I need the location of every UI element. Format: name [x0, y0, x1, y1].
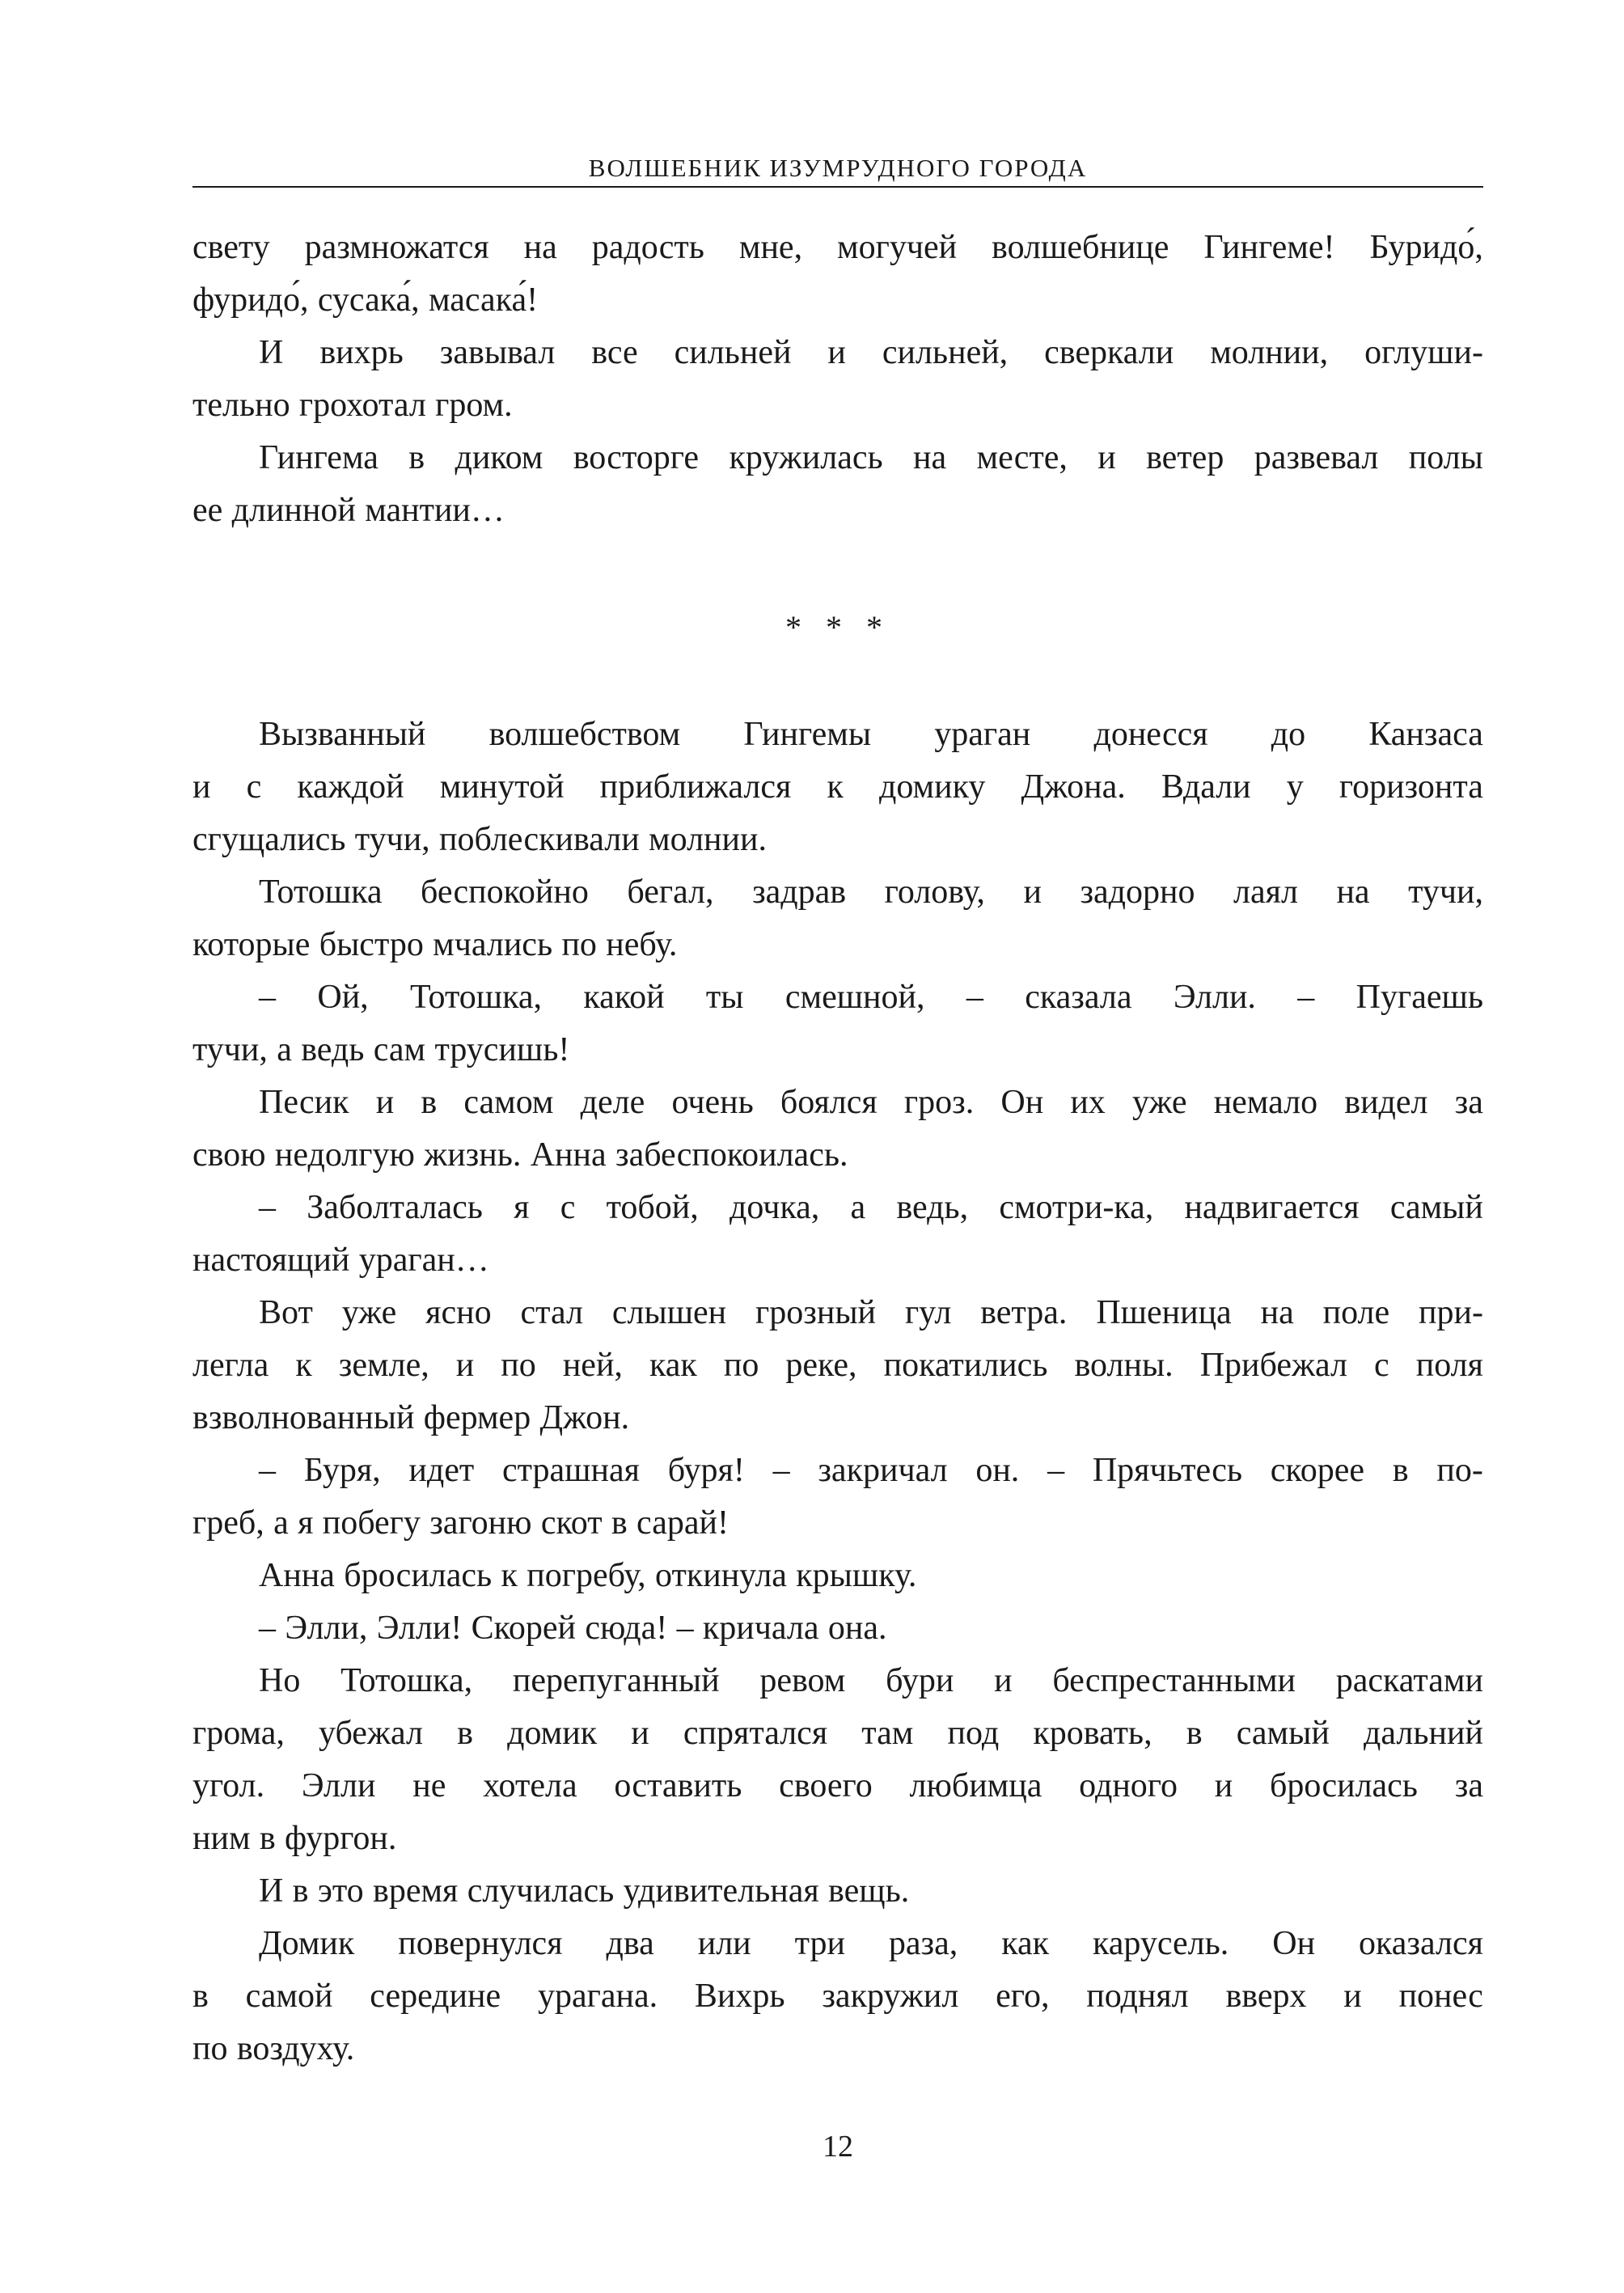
- word: бегал,: [627, 874, 714, 911]
- word: голову,: [884, 874, 985, 911]
- word: Прибежал: [1199, 1347, 1347, 1384]
- word: видел: [1344, 1084, 1428, 1121]
- word: там: [861, 1715, 914, 1752]
- text-line: [192, 1918, 1483, 1970]
- word: длинной: [231, 492, 356, 529]
- word: тучи,: [1408, 874, 1483, 911]
- word: сюда!: [585, 1610, 668, 1647]
- word: Заболталась: [307, 1189, 483, 1226]
- word: поле: [1322, 1294, 1390, 1331]
- word: закружил: [822, 1978, 959, 2015]
- word: греб,: [192, 1504, 264, 1542]
- word: и: [192, 768, 211, 806]
- word: Но: [259, 1662, 301, 1699]
- word: волшебством: [488, 716, 681, 753]
- word: Пугаешь: [1355, 979, 1483, 1016]
- word: деле: [580, 1084, 645, 1121]
- word: самый: [1236, 1715, 1330, 1752]
- word: Анна: [530, 1136, 607, 1174]
- word: беспокойно: [421, 874, 589, 911]
- word: уже: [341, 1294, 397, 1331]
- word: быстро: [319, 926, 424, 963]
- word: тобой,: [606, 1189, 699, 1226]
- word: своего: [779, 1767, 873, 1804]
- word: побегу: [322, 1504, 421, 1542]
- word: стал: [520, 1294, 583, 1331]
- word: диком: [455, 439, 543, 476]
- word: любимца: [909, 1767, 1042, 1804]
- word: горизонта: [1339, 768, 1483, 806]
- text-line: [192, 1655, 1483, 1707]
- word: погребу,: [527, 1557, 646, 1594]
- word: бросилась: [344, 1557, 493, 1594]
- word: и: [1097, 439, 1116, 476]
- word: волны.: [1074, 1347, 1174, 1384]
- word: –: [259, 1189, 276, 1226]
- section-separator: * * *: [785, 609, 890, 645]
- text-line: [192, 274, 1483, 327]
- word: его,: [996, 1978, 1050, 2015]
- word: Тотошка: [259, 874, 383, 911]
- word: поблескивали: [439, 821, 640, 858]
- word: домику: [878, 768, 986, 806]
- word: гром.: [435, 387, 513, 424]
- page-number: 12: [823, 2130, 853, 2164]
- word: завывал: [439, 334, 556, 371]
- word: это: [317, 1872, 364, 1910]
- word: за: [1454, 1084, 1483, 1121]
- word: с: [246, 768, 262, 806]
- word: у: [1286, 768, 1304, 806]
- header-rule: [192, 186, 1483, 188]
- text-line: [192, 1077, 1483, 1129]
- text-line: [192, 1760, 1483, 1813]
- word: молнии,: [1210, 334, 1329, 371]
- word: трусишь!: [434, 1031, 570, 1068]
- word: –: [259, 1610, 276, 1647]
- text-line: [192, 222, 1483, 274]
- word: ветра.: [980, 1294, 1068, 1331]
- word: Прячьтесь: [1092, 1452, 1243, 1489]
- text-line: [192, 379, 1483, 432]
- word: развевал: [1254, 439, 1379, 476]
- word: поднял: [1086, 1978, 1189, 2015]
- word: кровать,: [1033, 1715, 1152, 1752]
- word: Джона.: [1021, 768, 1126, 806]
- word: фургон.: [285, 1820, 397, 1857]
- word: бури: [886, 1662, 954, 1699]
- word: слышен: [611, 1294, 727, 1331]
- word: гроз.: [903, 1084, 975, 1121]
- word: случилась: [467, 1872, 615, 1910]
- text-line: [192, 1970, 1483, 2023]
- word: свету: [192, 229, 270, 266]
- text-line: [192, 761, 1483, 814]
- word: страшная: [502, 1452, 640, 1489]
- text-line: [192, 866, 1483, 919]
- word: Буря,: [303, 1452, 381, 1489]
- text-line: [192, 709, 1483, 761]
- word: при-: [1419, 1294, 1483, 1331]
- word: грохотал: [298, 387, 426, 424]
- word: два: [606, 1925, 654, 1962]
- word: –: [966, 979, 983, 1016]
- word: в: [292, 1872, 309, 1910]
- word: и: [994, 1662, 1013, 1699]
- text-line: [192, 1602, 1483, 1655]
- word: свою: [192, 1136, 266, 1174]
- word: не: [412, 1767, 446, 1804]
- word: убежал: [319, 1715, 423, 1752]
- word: ураган: [934, 716, 1031, 753]
- word: Он: [1000, 1084, 1044, 1121]
- word: земле,: [338, 1347, 429, 1384]
- word: мчались: [433, 926, 553, 963]
- word: донесся: [1093, 716, 1208, 753]
- word: боялся: [780, 1084, 878, 1121]
- word: вверх: [1225, 1978, 1307, 2015]
- word: по: [561, 926, 597, 963]
- word: все: [591, 334, 638, 371]
- word: немало: [1213, 1084, 1318, 1121]
- word: и: [375, 1084, 395, 1121]
- word: и: [827, 334, 846, 371]
- word: могучей: [837, 229, 958, 266]
- word: с: [1374, 1347, 1389, 1384]
- text-line: [192, 1865, 1483, 1918]
- word: которые: [192, 926, 311, 963]
- word: или: [697, 1925, 751, 1962]
- word: смотри-ка,: [999, 1189, 1154, 1226]
- word: понес: [1398, 1978, 1483, 2015]
- word: Скорей: [471, 1610, 577, 1647]
- word: как: [1001, 1925, 1050, 1962]
- word: полы: [1408, 439, 1483, 476]
- word: радость: [591, 229, 704, 266]
- word: раза,: [888, 1925, 958, 1962]
- word: фермер: [423, 1399, 531, 1436]
- word: и: [1343, 1978, 1362, 2015]
- word: волшебнице: [992, 229, 1169, 266]
- word: оставить: [614, 1767, 742, 1804]
- text-line: [192, 1182, 1483, 1234]
- word: поля: [1415, 1347, 1483, 1384]
- word: самом: [463, 1084, 554, 1121]
- word: по: [192, 2030, 228, 2067]
- word: в: [611, 1504, 628, 1542]
- word: оглуши-: [1364, 334, 1483, 371]
- word: сусака́,: [317, 281, 420, 319]
- word: масака́!: [428, 281, 539, 319]
- text-line: [192, 1813, 1483, 1865]
- word: Анна: [259, 1557, 335, 1594]
- text-line: [192, 1024, 1483, 1077]
- word: какой: [583, 979, 665, 1016]
- word: размножатся: [304, 229, 489, 266]
- word: сверкали: [1044, 334, 1174, 371]
- word: сильней: [674, 334, 792, 371]
- word: Вызванный: [259, 716, 426, 753]
- word: в: [259, 1820, 276, 1857]
- text-line: [192, 2023, 1483, 2075]
- word: загоню: [429, 1504, 532, 1542]
- word: Ой,: [317, 979, 369, 1016]
- text-line: [192, 1392, 1483, 1445]
- text-line: [192, 1497, 1483, 1550]
- text-line: [192, 1550, 1483, 1602]
- word: крышку.: [796, 1557, 917, 1594]
- word: удивительная: [623, 1872, 819, 1910]
- word: она.: [827, 1610, 887, 1647]
- word: реке,: [785, 1347, 857, 1384]
- word: и: [631, 1715, 649, 1752]
- word: одного: [1079, 1767, 1178, 1804]
- word: как: [649, 1347, 697, 1384]
- text-block-main: [192, 709, 1483, 2075]
- word: задорно: [1080, 874, 1195, 911]
- running-head: ВОЛШЕБНИК ИЗУМРУДНОГО ГОРОДА: [588, 154, 1088, 182]
- word: Элли,: [285, 1610, 368, 1647]
- word: оказался: [1359, 1925, 1483, 1962]
- word: Пшеница: [1096, 1294, 1232, 1331]
- text-line: [192, 1707, 1483, 1760]
- word: закричал: [818, 1452, 948, 1489]
- word: смешной,: [785, 979, 925, 1016]
- word: Гингема: [259, 439, 379, 476]
- word: буря!: [667, 1452, 745, 1489]
- word: по: [501, 1347, 536, 1384]
- word: на: [1336, 874, 1370, 911]
- word: –: [1297, 979, 1315, 1016]
- word: время: [373, 1872, 459, 1910]
- text-line: [192, 971, 1483, 1024]
- word: идет: [408, 1452, 475, 1489]
- word: надвигается: [1184, 1189, 1360, 1226]
- word: грома,: [192, 1715, 285, 1752]
- word: ведь,: [896, 1189, 969, 1226]
- word: сам: [373, 1031, 426, 1068]
- word: Канзаса: [1368, 716, 1483, 753]
- word: Вот: [259, 1294, 313, 1331]
- word: а: [277, 1031, 292, 1068]
- word: три: [794, 1925, 845, 1962]
- word: тельно: [192, 387, 290, 424]
- word: откинула: [655, 1557, 787, 1594]
- word: взволнованный: [192, 1399, 415, 1436]
- word: легла: [192, 1347, 269, 1384]
- word: Тотошка,: [410, 979, 543, 1016]
- word: сильней,: [882, 334, 1009, 371]
- word: раскатами: [1335, 1662, 1483, 1699]
- word: лаял: [1233, 874, 1298, 911]
- word: на: [523, 229, 557, 266]
- word: гул: [904, 1294, 952, 1331]
- word: а: [850, 1189, 866, 1226]
- word: скорее: [1270, 1452, 1364, 1489]
- word: в: [1186, 1715, 1203, 1752]
- word: на: [913, 439, 947, 476]
- word: до: [1271, 716, 1306, 753]
- word: скот: [540, 1504, 603, 1542]
- text-block-opening: [192, 222, 1483, 537]
- text-line: [192, 1287, 1483, 1339]
- word: кричала: [702, 1610, 819, 1647]
- word: к: [295, 1347, 312, 1384]
- word: по: [723, 1347, 759, 1384]
- word: тучи,: [192, 1031, 268, 1068]
- word: дочка,: [729, 1189, 820, 1226]
- word: забеспокоилась.: [615, 1136, 848, 1174]
- word: мне,: [738, 229, 803, 266]
- word: и: [455, 1347, 475, 1384]
- word: угол.: [192, 1767, 265, 1804]
- word: самый: [1389, 1189, 1483, 1226]
- word: сказала: [1025, 979, 1132, 1016]
- word: спрятался: [683, 1715, 828, 1752]
- word: небу.: [606, 926, 678, 963]
- word: на: [1260, 1294, 1294, 1331]
- text-line: [192, 814, 1483, 866]
- word: в: [192, 1978, 209, 2015]
- word: вещь.: [828, 1872, 910, 1910]
- word: –: [676, 1610, 694, 1647]
- word: ним: [192, 1820, 251, 1857]
- word: и: [1023, 874, 1042, 911]
- word: покатились: [883, 1347, 1048, 1384]
- word: под: [947, 1715, 1000, 1752]
- word: за: [1454, 1767, 1483, 1804]
- word: –: [1047, 1452, 1065, 1489]
- word: Элли!: [376, 1610, 463, 1647]
- word: я: [298, 1504, 314, 1542]
- word: ревом: [759, 1662, 846, 1699]
- word: Гингеме!: [1203, 229, 1335, 266]
- word: восторге: [573, 439, 700, 476]
- word: бросилась: [1270, 1767, 1418, 1804]
- word: сарай!: [636, 1504, 729, 1542]
- word: сгущались: [192, 821, 346, 858]
- word: в: [421, 1084, 438, 1121]
- word: кружилась: [729, 439, 883, 476]
- word: каждой: [297, 768, 404, 806]
- word: с: [560, 1189, 576, 1226]
- word: хотела: [483, 1767, 577, 1804]
- text-line: [192, 919, 1483, 971]
- text-line: [192, 432, 1483, 484]
- word: по-: [1436, 1452, 1483, 1489]
- word: молнии.: [649, 821, 767, 858]
- word: –: [772, 1452, 790, 1489]
- word: в: [457, 1715, 473, 1752]
- word: фуридо́,: [192, 281, 309, 319]
- word: беспрестанными: [1052, 1662, 1296, 1699]
- word: грозный: [755, 1294, 877, 1331]
- word: месте,: [976, 439, 1068, 476]
- text-line: [192, 484, 1483, 537]
- word: перепуганный: [512, 1662, 720, 1699]
- word: домик: [507, 1715, 598, 1752]
- word: воздуху.: [236, 2030, 355, 2067]
- word: ней,: [562, 1347, 623, 1384]
- word: минутой: [439, 768, 565, 806]
- word: ясно: [425, 1294, 492, 1331]
- text-line: [192, 1339, 1483, 1392]
- word: повернулся: [398, 1925, 563, 1962]
- word: в: [408, 439, 425, 476]
- word: Элли.: [1173, 979, 1256, 1016]
- word: Элли: [301, 1767, 376, 1804]
- word: Песик: [259, 1084, 349, 1121]
- word: уже: [1131, 1084, 1187, 1121]
- word: середине: [370, 1978, 501, 2015]
- text-line: [192, 327, 1483, 379]
- word: очень: [671, 1084, 754, 1121]
- word: жизнь.: [424, 1136, 522, 1174]
- text-line: [192, 1129, 1483, 1182]
- word: ее: [192, 492, 223, 529]
- word: Вдали: [1161, 768, 1251, 806]
- word: задрав: [752, 874, 847, 911]
- word: тучи,: [354, 821, 430, 858]
- word: карусель.: [1093, 1925, 1229, 1962]
- word: –: [259, 1452, 276, 1489]
- word: ветер: [1146, 439, 1224, 476]
- word: урагана.: [537, 1978, 658, 2015]
- word: настоящий: [192, 1242, 350, 1279]
- word: Буридо́,: [1369, 229, 1483, 266]
- word: Гингемы: [743, 716, 872, 753]
- word: недолгую: [274, 1136, 415, 1174]
- word: он.: [975, 1452, 1020, 1489]
- text-line: [192, 1234, 1483, 1287]
- word: в: [1392, 1452, 1409, 1489]
- word: к: [501, 1557, 518, 1594]
- word: мантии…: [365, 492, 505, 529]
- word: вихрь: [319, 334, 404, 371]
- word: Тотошка,: [340, 1662, 473, 1699]
- word: ты: [705, 979, 744, 1016]
- word: ураган…: [358, 1242, 489, 1279]
- word: к: [827, 768, 844, 806]
- word: Джон.: [539, 1399, 630, 1436]
- word: Он: [1272, 1925, 1316, 1962]
- word: –: [259, 979, 276, 1016]
- word: приближался: [599, 768, 792, 806]
- word: ведь: [301, 1031, 365, 1068]
- word: Вихрь: [694, 1978, 785, 2015]
- word: а: [273, 1504, 289, 1542]
- word: И: [259, 334, 284, 371]
- word: их: [1070, 1084, 1106, 1121]
- word: И: [259, 1872, 284, 1910]
- text-line: [192, 1445, 1483, 1497]
- word: я: [514, 1189, 530, 1226]
- word: дальний: [1363, 1715, 1483, 1752]
- word: Домик: [259, 1925, 355, 1962]
- word: и: [1214, 1767, 1233, 1804]
- word: самой: [245, 1978, 333, 2015]
